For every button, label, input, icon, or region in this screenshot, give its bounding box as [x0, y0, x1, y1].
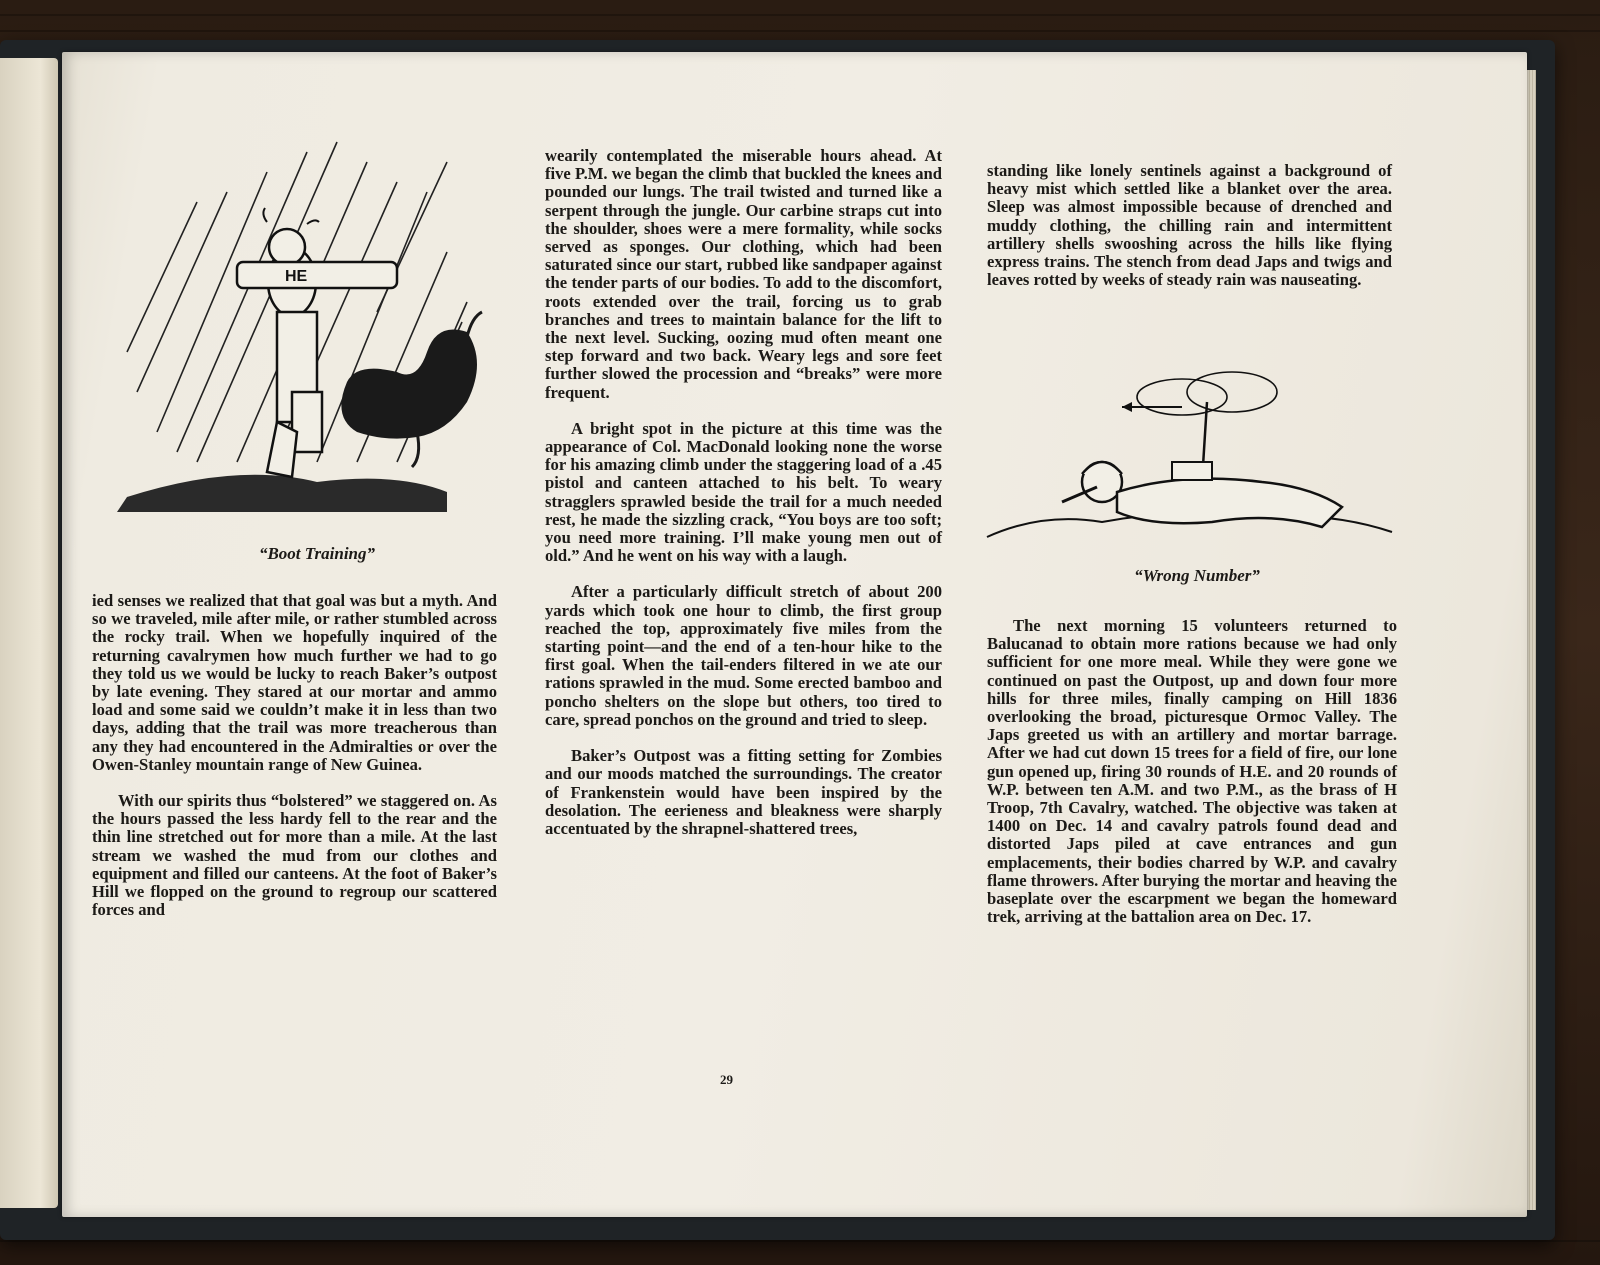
text-column-2	[545, 147, 942, 856]
text-column-3-top	[987, 162, 1392, 307]
left-page-edge	[0, 58, 58, 1208]
soldier-crawling-under-palm-icon	[982, 362, 1402, 562]
paragraph: The next morning 15 volunteers returned to Balucanad to obtain more rations because we had only sufficient for one more meal. While they were gone we continued on past the Outpost, up and down four more hills for three miles, finally camping on Hill 1836 overlooking the broad, picturesque Ormoc Valley. The Japs greeted us with an artillery and mortar barrage. After we had cut down 15 trees for a field of fire, our lone gun opened up, firing 30 rounds of H.E. and 20 rounds of W.P. between ten A.M. and two P.M., as the brass of H Troop, 7th Cavalry, watched. The objective was taken at 1400 on Dec. 14 and cavalry patrols found dead and distorted Japs piled at cave entrances and gun emplacements, their bodies charred by W.P. and cavalry flame throwers. After burying the mortar and heaving the baseplate over the escarpment we began the homeward trek, arriving at the battalion area on Dec. 17.	[987, 616, 1397, 927]
text-column-3-bottom	[987, 617, 1397, 944]
illustration-caption: “Boot Training”	[258, 544, 376, 563]
paragraph: ied senses we realized that that goal was but a myth. And so we traveled, mile after mile, or rather stumbled across the rocky trail. When we hopefully inquired of the returning cavalrymen how much further we had to go they told us we would be lucky to reach Baker’s outpost by late evening. They stared at our mortar and ammo load and some said we couldn’t make it in less than two days, adding that the trail was more treacherous than any they had encountered in the Admiralties or over the Owen-Stanley mountain range of New Guinea.	[92, 591, 497, 774]
soldier-carrying-mortar-in-rain-icon	[117, 132, 517, 512]
text-column-1	[92, 592, 497, 937]
paragraph: Baker’s Outpost was a fitting setting for Zombies and our moods matched the surroundings. The creator of Frankenstein would have been inspired by the desolation. The eerieness and bleakness were sharply accentuated by the shrapnel-shattered trees,	[545, 746, 942, 838]
paragraph: wearily contemplated the miserable hours ahead. At five P.M. we began the climb that buckled the knees and pounded our lungs. The trail twisted and turned like a serpent through the jungle. Our carbine straps cut into the shoulder, shoes were a mere formality, while socks served as sponges. Our clothing, which had been saturated since our start, rubbed like sandpaper against the tender parts of our bodies. To add to the discomfort, roots extended over the trail, forcing us to grab branches and trees to maintain balance for the lift to the next level. Sucking, oozing mud often meant one step forward and two back. Weary legs and sore feet further slowed the procession and “breaks” were more frequent.	[545, 146, 942, 402]
shell-marking-label: HE	[285, 268, 308, 285]
page-number: 29	[720, 1072, 733, 1087]
book-page	[62, 52, 1527, 1217]
paragraph: standing like lonely sentinels against a background of heavy mist which settled like a blanket over the area. Sleep was almost impossible because of drenched and muddy clothing, the chilling rain and intermittent artillery shells swooshing across the hills like flying express trains. The stench from dead Japs and twigs and leaves rotted by weeks of steady rain was nauseating.	[987, 161, 1392, 290]
paragraph: After a particularly difficult stretch of about 200 yards which took one hour to climb, the first group reached the top, approximately five miles from the starting point—and the end of a ten-hour hike to the first goal. When the tail-enders filtered in we ate our rations sprawled in the mud. Some erected bamboo and poncho shelters on the slope but others, too tired to care, spread ponchos on the ground and tried to sleep.	[545, 582, 942, 729]
paragraph: A bright spot in the picture at this time was the appearance of Col. MacDonald looking none the worse for his amazing climb under the staggering load of a .45 pistol and canteen attached to his belt. To weary stragglers sprawled beside the trail for a much needed rest, he made the sizzling crack, “You boys are too soft; you need more training. I’ll make young men out of old.” And he went on his way with a laugh.	[545, 418, 942, 566]
illustration-caption: “Wrong Number”	[1134, 566, 1260, 585]
paragraph: With our spirits thus “bolstered” we staggered on. As the hours passed the less hardy fell to the rear and the thin line stretched out for more than a mile. At the last stream we washed the mud from our clothes and equipment and filled our canteens. At the foot of Baker’s Hill we flopped on the ground to regroup our scattered forces and	[92, 791, 497, 920]
